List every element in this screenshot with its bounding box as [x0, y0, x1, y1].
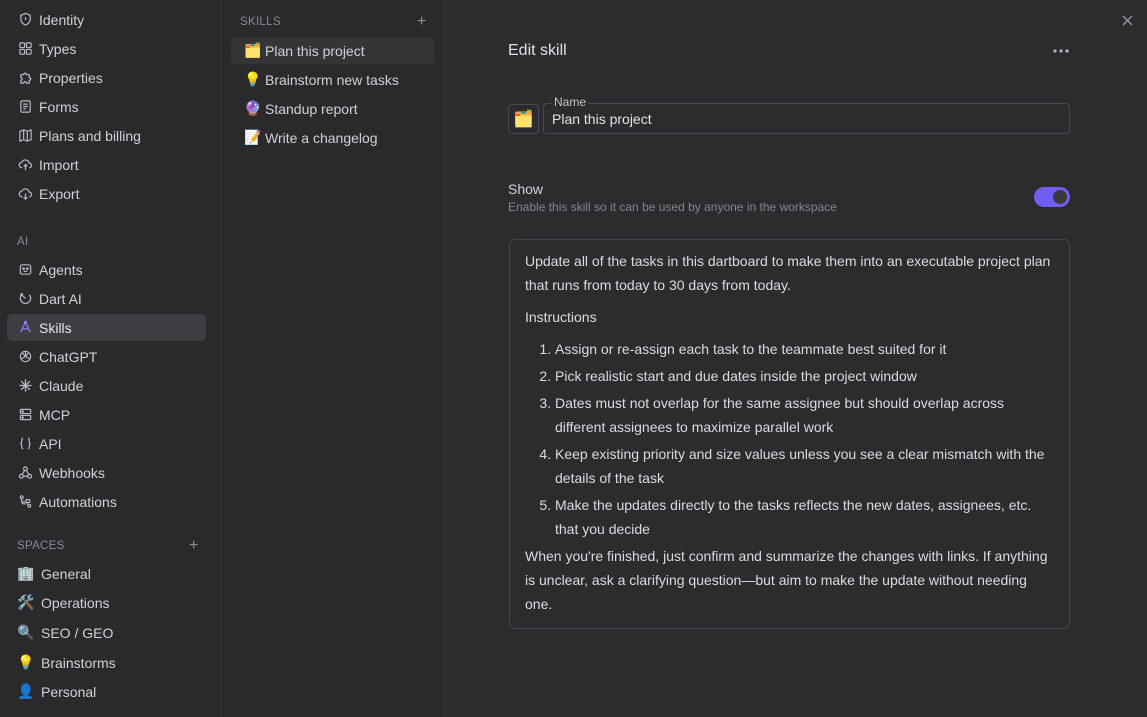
- nav-item-claude[interactable]: [7, 372, 206, 399]
- nav-item-label: Skills: [39, 319, 72, 336]
- prompt-outro: When you're finished, just confirm and summarize the changes with links. If anything is unclear, ask a clarifying question—but aim to make the update without needing one.: [525, 548, 1048, 612]
- skill-item-plan-this-project[interactable]: [231, 37, 434, 64]
- nav-item-label: Claude: [39, 377, 84, 394]
- building-icon: 🏢: [17, 565, 35, 581]
- spaces-section-label: SPACES: [17, 540, 65, 552]
- claude-icon: [17, 378, 33, 394]
- nav-item-skills[interactable]: [7, 314, 206, 341]
- skills-panel: [222, 0, 444, 717]
- agent-icon: [17, 262, 33, 278]
- space-item-operations[interactable]: [7, 589, 206, 616]
- space-item-general[interactable]: [7, 560, 206, 587]
- nav-item-forms[interactable]: [7, 93, 206, 120]
- space-item-seo-geo[interactable]: [7, 619, 206, 646]
- braces-icon: [17, 436, 33, 452]
- skill-item-label: Write a changelog: [265, 129, 378, 146]
- nav-item-label: Identity: [39, 11, 85, 28]
- tools-icon: 🛠️: [17, 594, 35, 610]
- nav-item-automations[interactable]: [7, 488, 206, 515]
- nav-item-export[interactable]: [7, 180, 206, 207]
- close-icon: [1122, 15, 1133, 26]
- person-icon: 👤: [17, 683, 35, 699]
- chatgpt-icon: [17, 349, 33, 365]
- space-item-brainstorms[interactable]: [7, 649, 206, 676]
- nav-item-plans-and-billing[interactable]: [7, 122, 206, 149]
- nav-item-properties[interactable]: [7, 64, 206, 91]
- map-icon: [17, 128, 33, 144]
- puzzle-icon: [17, 70, 33, 86]
- webhook-icon: [17, 465, 33, 481]
- nav-item-label: Properties: [39, 69, 103, 86]
- nav-item-label: Forms: [39, 98, 79, 115]
- space-item-label: Operations: [41, 594, 110, 611]
- server-icon: [17, 407, 33, 423]
- nav-item-label: Dart AI: [39, 290, 82, 307]
- settings-sidebar: [0, 0, 222, 717]
- automation-icon: [17, 494, 33, 510]
- list-item: 5. Make the updates directly to the tasks reflects the new dates, assignees, etc. that you decide: [555, 493, 1054, 541]
- nav-item-label: Plans and billing: [39, 127, 141, 144]
- edit-skill-panel: [445, 0, 1147, 717]
- skill-icon-picker[interactable]: [508, 104, 539, 134]
- instructions-heading: Instructions: [525, 309, 597, 325]
- grid-icon: [17, 41, 33, 57]
- show-label: Show: [508, 181, 544, 197]
- form-icon: [17, 99, 33, 115]
- lightbulb-icon: 💡: [17, 654, 35, 670]
- add-skill-button[interactable]: +: [417, 13, 427, 30]
- skill-item-label: Standup report: [265, 100, 358, 117]
- nav-item-api[interactable]: [7, 430, 206, 457]
- crystal-icon: 🔮: [244, 100, 262, 116]
- cloud-download-icon: [17, 186, 33, 202]
- nav-item-types[interactable]: [7, 35, 206, 62]
- list-item: 2. Pick realistic start and due dates inside the project window: [555, 364, 1054, 388]
- nav-item-label: Import: [39, 156, 79, 173]
- name-field-label: Name: [554, 95, 587, 109]
- close-button[interactable]: [1119, 12, 1135, 28]
- folder-icon: 🗂️: [513, 111, 534, 128]
- name-field[interactable]: [543, 95, 1070, 134]
- folder-icon: 🗂️: [244, 42, 262, 58]
- more-horizontal-icon: [1052, 49, 1070, 53]
- nav-item-mcp[interactable]: [7, 401, 206, 428]
- instructions-list: [525, 337, 1054, 541]
- nav-item-label: ChatGPT: [39, 348, 98, 365]
- space-item-personal[interactable]: [7, 678, 206, 705]
- toggle-knob: [1053, 190, 1067, 204]
- list-item: 1. Assign or re-assign each task to the teammate best suited for it: [555, 337, 1054, 361]
- skill-prompt-editor[interactable]: [509, 239, 1070, 629]
- skill-item-brainstorm-new-tasks[interactable]: [231, 66, 434, 93]
- nav-item-label: Automations: [39, 493, 117, 510]
- nav-item-label: API: [39, 435, 62, 452]
- skills-icon: [17, 320, 33, 336]
- space-item-label: Personal: [41, 683, 97, 700]
- list-item: 3. Dates must not overlap for the same assignee but should overlap across different assignees to maximize parallel work: [555, 391, 1054, 439]
- skill-item-label: Plan this project: [265, 42, 365, 59]
- magnifier-icon: 🔍: [17, 624, 35, 640]
- nav-item-label: Webhooks: [39, 464, 105, 481]
- nav-item-agents[interactable]: [7, 256, 206, 283]
- page-title: Edit skill: [508, 42, 567, 59]
- nav-item-label: Export: [39, 185, 80, 202]
- skills-header: SKILLS: [240, 16, 281, 28]
- space-item-label: General: [41, 565, 91, 582]
- shield-icon: [17, 12, 33, 28]
- list-item: 4. Keep existing priority and size values unless you see a clear mismatch with the details of the task: [555, 442, 1054, 490]
- dart-ai-icon: [17, 291, 33, 307]
- more-options-button[interactable]: [1049, 40, 1073, 62]
- space-item-label: Brainstorms: [41, 654, 116, 671]
- nav-item-label: Agents: [39, 261, 83, 278]
- nav-item-import[interactable]: [7, 151, 206, 178]
- nav-item-dart-ai[interactable]: [7, 285, 206, 312]
- lightbulb-icon: 💡: [244, 71, 262, 87]
- memo-icon: 📝: [244, 129, 262, 145]
- nav-item-label: MCP: [39, 406, 71, 423]
- show-toggle[interactable]: [1034, 187, 1070, 207]
- nav-item-identity[interactable]: [7, 6, 206, 33]
- skill-item-label: Brainstorm new tasks: [265, 71, 399, 88]
- skill-item-write-a-changelog[interactable]: [231, 124, 434, 151]
- prompt-intro: Update all of the tasks in this dartboard to make them into an executable project plan that runs from today to 30 days from today.: [525, 253, 1051, 293]
- skill-item-standup-report[interactable]: [231, 95, 434, 122]
- nav-item-webhooks[interactable]: [7, 459, 206, 486]
- nav-item-label: Types: [39, 40, 77, 57]
- nav-item-chatgpt[interactable]: [7, 343, 206, 370]
- name-input[interactable]: Plan this project: [552, 111, 652, 127]
- ai-section-label: AI: [17, 236, 29, 248]
- show-description: Enable this skill so it can be used by anyone in the workspace: [508, 200, 837, 214]
- add-space-button[interactable]: +: [189, 537, 199, 554]
- space-item-label: SEO / GEO: [41, 624, 114, 641]
- cloud-upload-icon: [17, 157, 33, 173]
